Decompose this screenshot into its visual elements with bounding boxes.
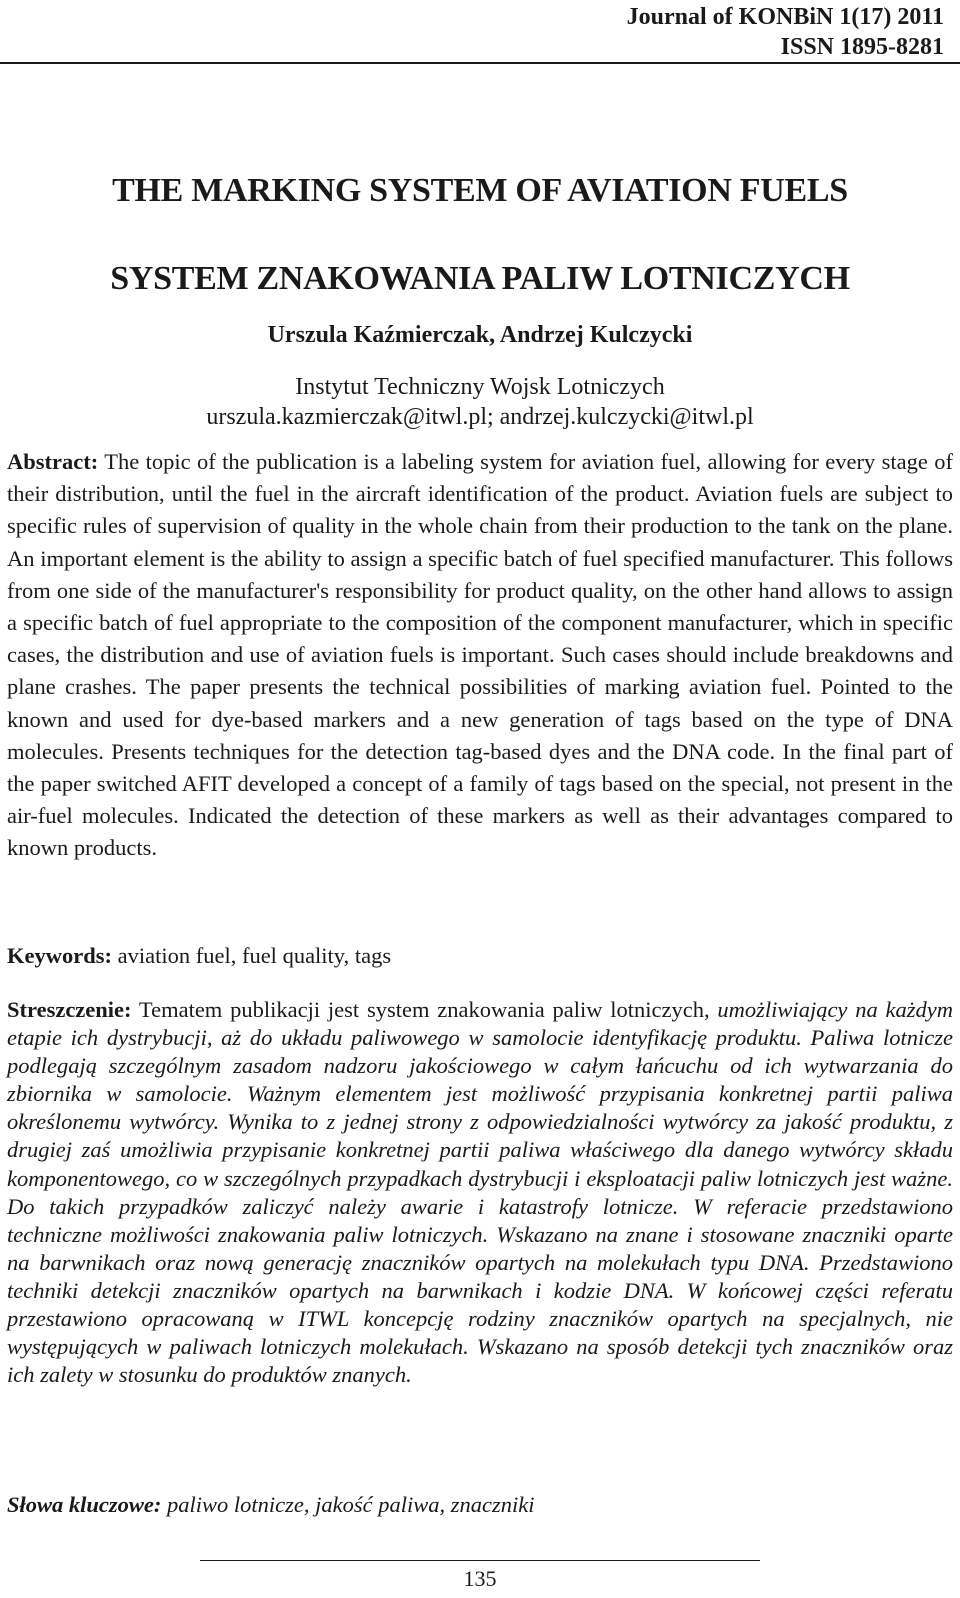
streszczenie-label: Streszczenie: [7, 997, 132, 1022]
keywords-text: aviation fuel, fuel quality, tags [112, 943, 392, 968]
abstract [7, 446, 953, 865]
footer-rule [200, 1560, 760, 1561]
slowa-kluczowe-text: paliwo lotnicze, jakość paliwa, znaczniki [161, 1492, 535, 1517]
streszczenie-text: umożliwiający na każdym etapie ich dystrybucji, aż do układu paliwowego w samolocie identyfikację produktu. Paliwa lotnicze podlegają szczególnym zasadom nadzoru jakościowego w całym łańcuchu od ich wytwarzania do zbiornika w samolocie. Ważnym elementem jest możliwość przypisania konkretnej partii paliwa określonemu wytwórcy. Wynika to z jednej strony z odpowiedzialności wytwórcy za jakość produktu, z drugiej zaś umożliwia przypisanie konkretnej partii paliwa właściwego dla danego wytwórcy składu komponentowego, co w szczególnych przypadkach dystrybucji i eksploatacji paliw lotniczych jest ważne. Do takich przypadków zaliczyć należy awarie i katastrofy lotnicze. W referacie przedstawiono techniczne możliwości znakowania paliw lotniczych. Wskazano na znane i stosowane znaczniki oparte na barwnikach oraz nową generację znaczników opartych na molekułach typu DNA. Przedstawiono techniki detekcji znaczników opartych na barwnikach i kodzie DNA. W końcowej części referatu przestawiono opracowaną w ITWL koncepcję rodziny znaczników opartych na specjalnych, nie występujących w paliwach lotniczych molekułach. Wskazano na sposób detekcji tych znaczników oraz ich zalety w stosunku do produktów znanych. [7, 997, 953, 1388]
streszczenie [7, 996, 953, 1389]
paper-title-pl: SYSTEM ZNAKOWANIA PALIW LOTNICZYCH [110, 260, 850, 297]
streszczenie-lead: Tematem publikacji jest system znakowania paliw lotniczych, [131, 997, 718, 1022]
institute-name: Instytut Techniczny Wojsk Lotniczych [295, 374, 665, 400]
abstract-text: The topic of the publication is a labeling system for aviation fuel, allowing for every stage of their distribution, until the fuel in the aircraft identification of the product. Aviation fuels are subject to specific rules of supervision of quality in the whole chain from their production to the tank on the plane. An important element is the ability to assign a specific batch of fuel specified manufacturer. This follows from one side of the manufacturer's responsibility for product quality, on the other hand allows to assign a specific batch of fuel appropriate to the composition of the component manufacturer, which in specific cases, the distribution and use of aviation fuels is important. Such cases should include breakdowns and plane crashes. The paper presents the technical possibilities of marking aviation fuel. Pointed to the known and used for dye-based markers and a new generation of tags based on the type of DNA molecules. Presents techniques for the detection tag-based dyes and the DNA code. In the final part of the paper switched AFIT developed a concept of a family of tags based on the special, not present in the air-fuel molecules. Indicated the detection of these markers as well as their advantages compared to known products. [7, 449, 953, 861]
journal-header [627, 2, 944, 62]
slowa-kluczowe-label: Słowa kluczowe: [7, 1492, 162, 1517]
page-number: 135 [463, 1566, 497, 1591]
slowa-kluczowe [7, 1490, 953, 1520]
header-rule [0, 62, 960, 64]
journal-name: Journal of KONBiN 1(17) 2011 [626, 4, 944, 30]
affiliation [0, 372, 960, 432]
keywords [7, 940, 953, 972]
author-emails[interactable]: urszula.kazmierczak@itwl.pl; andrzej.kulczycki@itwl.pl [206, 404, 754, 430]
journal-issn: ISSN 1895-8281 [780, 34, 944, 60]
keywords-label: Keywords: [7, 943, 112, 968]
abstract-label: Abstract: [7, 449, 99, 474]
authors: Urszula Kaźmierczak, Andrzej Kulczycki [267, 322, 693, 348]
paper-title-en: THE MARKING SYSTEM OF AVIATION FUELS [112, 172, 848, 209]
